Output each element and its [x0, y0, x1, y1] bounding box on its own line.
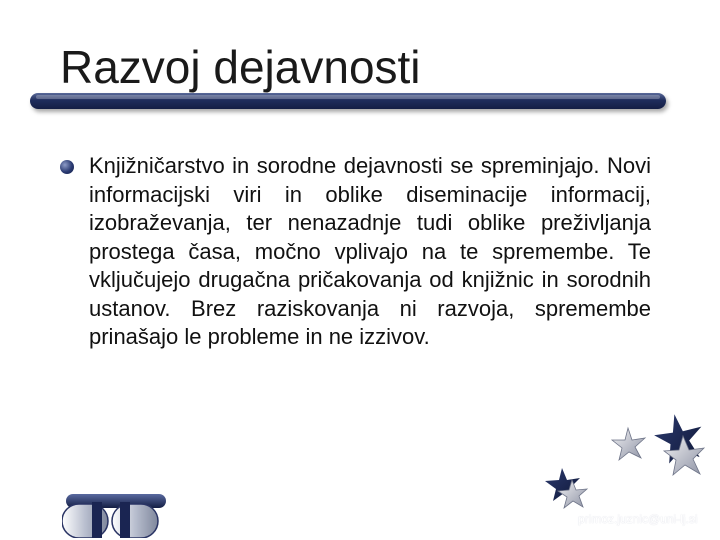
stars-icon — [540, 410, 710, 525]
footer-email: primoz.juznic@uni-lj.si — [578, 512, 698, 526]
title-underline-bar — [30, 93, 666, 109]
slide-title: Razvoj dejavnosti — [60, 41, 421, 93]
bullet-icon — [60, 160, 74, 174]
title-bar-highlight — [36, 95, 660, 99]
logo-icon — [62, 494, 168, 538]
bullet-text: Knjižničarstvo in sorodne dejavnosti se spreminjajo. Novi informacijski viri in oblike diseminacije informacij, izobraževanja, ter nenazadnje tudi oblike preživljanja prostega časa, močno vplivajo na te spremembe. Te vključujejo drugačna pričakovanja od knjižnic in sorodnih ustanov. Brez raziskovanja ni razvoja, spremembe prinašajo le probleme in ne izzivov. — [89, 153, 651, 349]
